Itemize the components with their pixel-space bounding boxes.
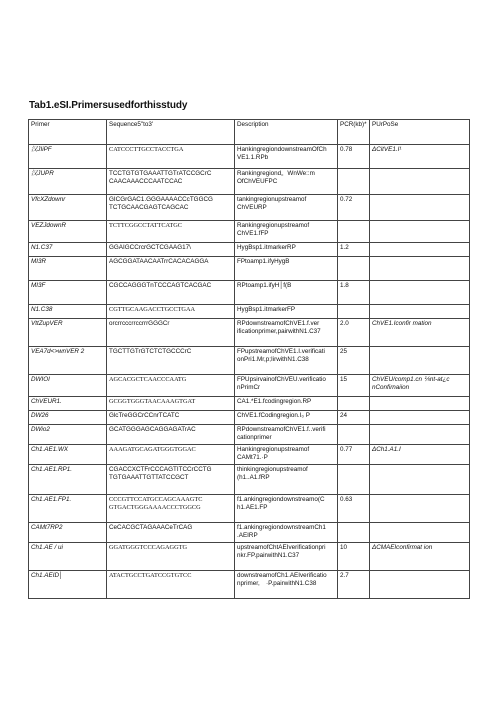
cell-purpose: ΔCh1.A1.I — [370, 445, 470, 465]
cell-sequence: GCGGTGGGTAACAAAGTGAT — [107, 397, 235, 411]
table-row — [29, 257, 470, 281]
cell-sequence: GICGrGAC1.GGGAAAACCcTGGCG TCTGCAACGAGTCAGCAC — [107, 195, 235, 221]
cell-pcr — [338, 221, 370, 243]
cell-sequence: GGAIGCCrcrGCTCGAAG17\ — [107, 243, 235, 257]
cell-sequence: CGTTGCAAGACCTGCCTGAA — [107, 305, 235, 319]
cell-sequence: CeCACGCTAGAAACeTrCAG — [107, 523, 235, 543]
cell-purpose: ChVEU/comp1.cn ⅕nt-at¿c nConfirnaiion — [370, 375, 470, 397]
cell-description: FPupstreamofChVE1.I.verificati onPri1.Mr,p;IirwithN1.C38 — [235, 347, 338, 375]
table-row — [29, 319, 470, 347]
cell-description: RPdownstreamofChVE1.f.ver ificationprimer,pairwithN1.C37 — [235, 319, 338, 347]
cell-pcr — [338, 257, 370, 281]
cell-description: HygBsp1.itmarkerFP — [235, 305, 338, 319]
cell-primer: CAMt7RP2 — [29, 523, 107, 543]
table-row — [29, 411, 470, 425]
cell-sequence: CATCCCTTGCCTACCTGA — [107, 145, 235, 169]
cell-description: Rankingregiond。WnWe::m OfChVEUFPC — [235, 169, 338, 195]
table-row — [29, 397, 470, 411]
cell-description: f1.ankingregiondownstreamCh1 .AEIRP — [235, 523, 338, 543]
cell-purpose — [370, 169, 470, 195]
cell-description: CA1.*E1.fcodingregion.RP — [235, 397, 338, 411]
cell-pcr: 1.8 — [338, 281, 370, 305]
cell-pcr: 1.2 — [338, 243, 370, 257]
cell-sequence: AGCACGCTCAACCCAATG — [107, 375, 235, 397]
table-row — [29, 195, 470, 221]
table-row — [29, 571, 470, 599]
cell-sequence: AAAGATGCAGATGGGTGGAC — [107, 445, 235, 465]
cell-purpose: ΔCMAEIconfirmat ion — [370, 543, 470, 571]
cell-description: f1.ankingregiondownstreamo(C h1.AE1.FP — [235, 495, 338, 523]
table-header-row — [29, 120, 470, 145]
cell-pcr — [338, 523, 370, 543]
cell-primer: Ch1.AE1.FP1. — [29, 495, 107, 523]
cell-pcr: 25 — [338, 347, 370, 375]
cell-purpose — [370, 257, 470, 281]
cell-purpose — [370, 411, 470, 425]
cell-purpose: ChVE1.Iconfir mation — [370, 319, 470, 347]
cell-sequence: TCTTCGGCCTATTCATGC — [107, 221, 235, 243]
table-row — [29, 243, 470, 257]
cell-primer: Ch1.AE1.RP1. — [29, 465, 107, 495]
cell-primer: N1.C38 — [29, 305, 107, 319]
cell-sequence: CGCCAGGGTnTCCCAGTCACGAC — [107, 281, 235, 305]
cell-primer: DW26 — [29, 411, 107, 425]
cell-sequence: orcrrcccrrccrrrGGGCr — [107, 319, 235, 347]
cell-primer: N1.C37 — [29, 243, 107, 257]
cell-pcr: 2.7 — [338, 571, 370, 599]
cell-pcr — [338, 425, 370, 445]
cell-description: HygBsp1.itmarkerRP — [235, 243, 338, 257]
cell-description: tankingregionupstreamof ChVEURP — [235, 195, 338, 221]
cell-description: FPtoamp1.ifyHygB — [235, 257, 338, 281]
cell-sequence: TCCTGTGTGAAATTGTrATCCGCrC CAACAAACCCAATCCAC — [107, 169, 235, 195]
table-title: Tab1.eSI.Primersusedforthisstudy — [29, 100, 188, 111]
cell-primer: Ch1.AE1.WX — [29, 445, 107, 465]
cell-pcr: 15 — [338, 375, 370, 397]
header-purpose: PUrPoSe — [370, 120, 470, 145]
cell-pcr: 10 — [338, 543, 370, 571]
cell-purpose: ΔCitVE1.I¹ — [370, 145, 470, 169]
cell-pcr: 0.72 — [338, 195, 370, 221]
cell-description: FPUpsirvainofChVEU.verificatio nPrimCr — [235, 375, 338, 397]
cell-purpose — [370, 305, 470, 319]
cell-sequence: GGATGGGTCCCAGAGGTG — [107, 543, 235, 571]
cell-description: upstreamofChtAEIverificationpri nkr.FP.pairwithN1.C37 — [235, 543, 338, 571]
cell-primer: VttZupVER — [29, 319, 107, 347]
cell-pcr — [338, 305, 370, 319]
cell-purpose — [370, 281, 470, 305]
cell-sequence: CCCGTTCCATGCCAGCAAAGTC GTGACTGGGAAAACCCTGGCG — [107, 495, 235, 523]
cell-pcr — [338, 465, 370, 495]
cell-purpose — [370, 221, 470, 243]
table-row — [29, 281, 470, 305]
header-description: Description — [235, 120, 338, 145]
cell-pcr: 0.77 — [338, 445, 370, 465]
cell-primer: DWIOI — [29, 375, 107, 397]
cell-primer: MI3F — [29, 281, 107, 305]
cell-description: thinkingregionupstreamof (h1..A1.fRP — [235, 465, 338, 495]
cell-description: downstreamofCh1.AEIverificatio nprimer, ·P.pairwithN1.C38 — [235, 571, 338, 599]
table-row — [29, 347, 470, 375]
cell-description: RPtoamp1.ifyH│f(B — [235, 281, 338, 305]
header-sequence: Sequence5"to3' — [107, 120, 235, 145]
table-row — [29, 523, 470, 543]
cell-sequence: CGACCXCTFrCCCAGTITCCrCCTG TGTGAAATTGTTATCCGCT — [107, 465, 235, 495]
cell-purpose — [370, 571, 470, 599]
cell-description: RPdownstreamofChVE1.f..verifi cationprimer — [235, 425, 338, 445]
cell-pcr: 0.63 — [338, 495, 370, 523]
cell-purpose — [370, 523, 470, 543]
cell-sequence: GCATGGGAGCAGGAGATrAC — [107, 425, 235, 445]
cell-primer: DWio2 — [29, 425, 107, 445]
cell-primer: 汉JIiPF — [29, 145, 107, 169]
cell-description: Hankingregionupstreamof CAMt71.·P — [235, 445, 338, 465]
cell-purpose — [370, 495, 470, 523]
cell-pcr — [338, 169, 370, 195]
table-row — [29, 375, 470, 397]
table-row — [29, 145, 470, 169]
cell-primer: 汉JUPR — [29, 169, 107, 195]
table-row — [29, 543, 470, 571]
cell-primer: VEZJdownR — [29, 221, 107, 243]
cell-primer: VEA7d<>wnVER 2 — [29, 347, 107, 375]
header-primer: Primer — [29, 120, 107, 145]
cell-sequence: TGCTTGTrGTCTCTGCCCrC — [107, 347, 235, 375]
cell-purpose — [370, 425, 470, 445]
cell-purpose — [370, 465, 470, 495]
table-row — [29, 495, 470, 523]
table-row — [29, 221, 470, 243]
cell-pcr — [338, 397, 370, 411]
cell-primer: VfcXZdownr — [29, 195, 107, 221]
cell-pcr: 24 — [338, 411, 370, 425]
cell-purpose — [370, 397, 470, 411]
cell-purpose — [370, 347, 470, 375]
cell-purpose — [370, 195, 470, 221]
cell-description: Rankingregionupstreamof ChVE1.fFP — [235, 221, 338, 243]
cell-pcr: 0.78 — [338, 145, 370, 169]
cell-primer: ChVEUR1. — [29, 397, 107, 411]
table-row — [29, 169, 470, 195]
cell-primer: MI3R — [29, 257, 107, 281]
cell-pcr: 2.0 — [338, 319, 370, 347]
table-row — [29, 465, 470, 495]
table-row — [29, 305, 470, 319]
cell-primer: Ch1.AE / ui — [29, 543, 107, 571]
cell-sequence: GlcTreGGCrCCnrTCATC — [107, 411, 235, 425]
header-pcr: PCR(kb)* — [338, 120, 370, 145]
table-row — [29, 445, 470, 465]
table-row — [29, 425, 470, 445]
cell-primer: Ch1.AEID│ — [29, 571, 107, 599]
cell-description: ChVE1.fCodingregion.I₀ P — [235, 411, 338, 425]
primer-table — [28, 119, 470, 599]
cell-purpose — [370, 243, 470, 257]
cell-description: HankingregiondownstreamOfCh VE1.1.RPb — [235, 145, 338, 169]
cell-sequence: ATACTGCCTGATCCGTGTCC — [107, 571, 235, 599]
cell-sequence: AGCGGATAACAATrrCACACAGGA — [107, 257, 235, 281]
